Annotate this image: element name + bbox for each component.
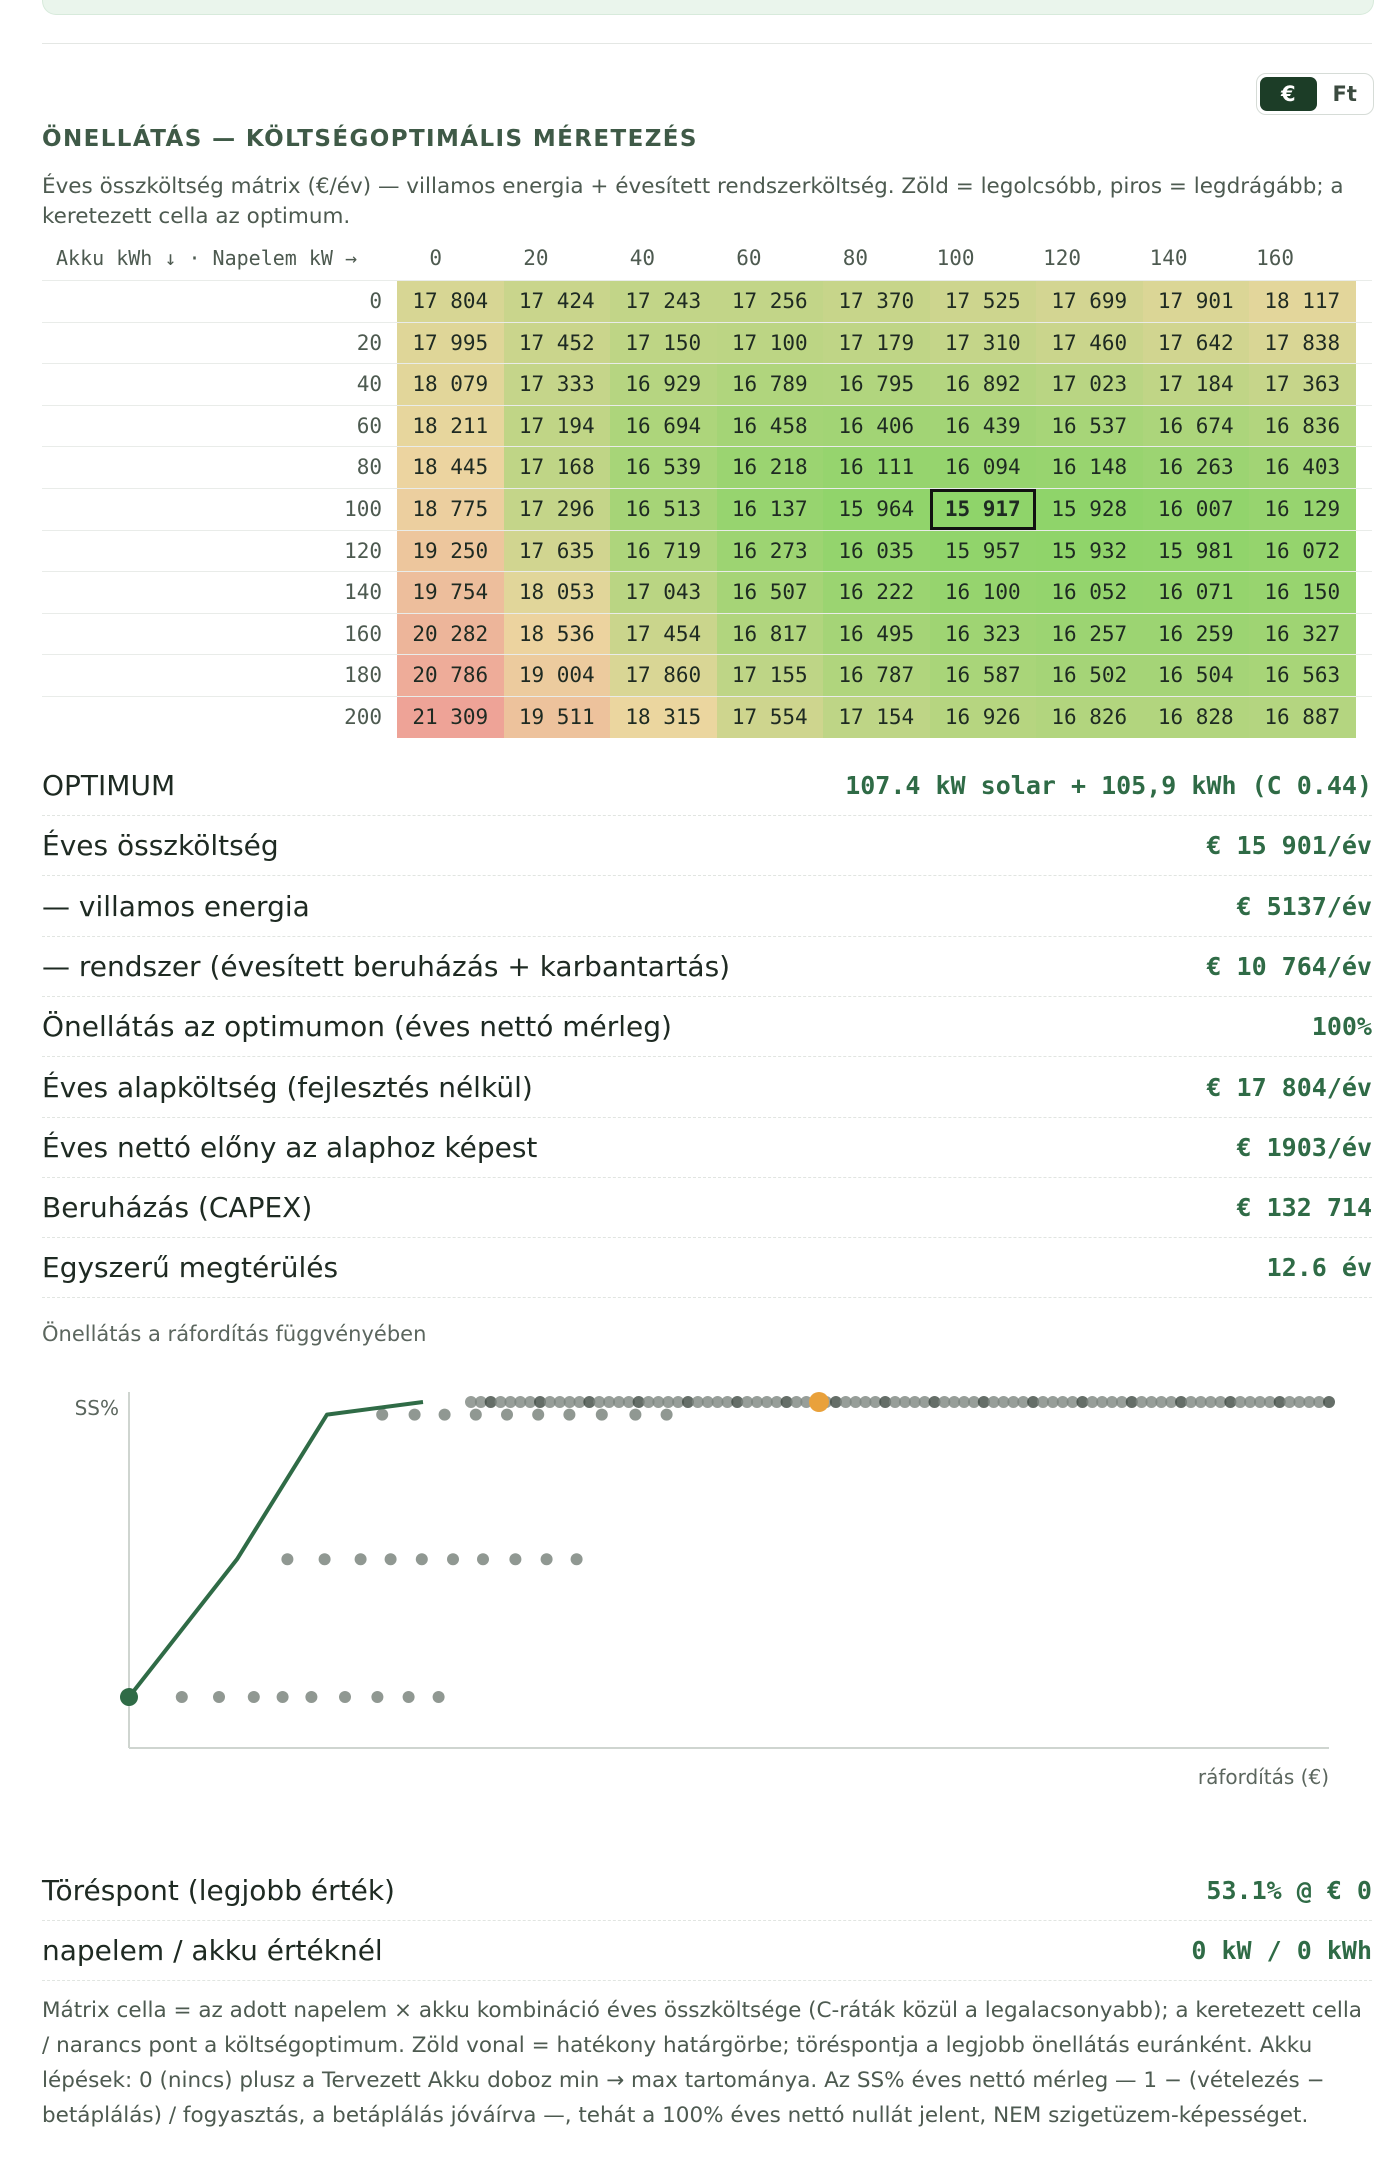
matrix-cell[interactable]: 16 406 (823, 406, 930, 447)
summary-value: € 5137/év (1236, 891, 1372, 921)
scatter-point (376, 1409, 388, 1421)
summary-row (42, 815, 1372, 876)
matrix-cell[interactable]: 17 525 (930, 281, 1037, 322)
summary-label: Beruházás (CAPEX) (42, 1191, 313, 1225)
matrix-cell[interactable]: 17 995 (397, 323, 504, 364)
matrix-cell[interactable]: 16 674 (1143, 406, 1250, 447)
scatter-point (371, 1691, 383, 1703)
scatter-point (339, 1691, 351, 1703)
matrix-cell[interactable]: 16 817 (717, 614, 824, 655)
matrix-cell[interactable]: 17 184 (1143, 364, 1250, 405)
self-sufficiency-chart (42, 1360, 1372, 1800)
summary-row (42, 996, 1372, 1057)
matrix-cell[interactable]: 15 932 (1036, 531, 1143, 572)
matrix-cell[interactable]: 16 327 (1249, 614, 1356, 655)
summary-value: € 1903/év (1236, 1132, 1372, 1162)
summary-row (42, 936, 1372, 997)
scatter-point (176, 1691, 188, 1703)
matrix-cell[interactable]: 16 887 (1249, 697, 1356, 738)
matrix-row-header: 80 (356, 455, 382, 480)
matrix-cell[interactable]: 17 363 (1249, 364, 1356, 405)
summary-row (42, 1057, 1372, 1118)
divider (42, 43, 1372, 44)
matrix-cell[interactable]: 17 460 (1036, 323, 1143, 364)
matrix-row-header: 120 (344, 538, 382, 563)
matrix-cell[interactable]: 16 007 (1143, 489, 1250, 530)
matrix-cell[interactable]: 17 100 (717, 323, 824, 364)
frontier-line (129, 1402, 423, 1697)
matrix-cell[interactable]: 17 635 (504, 531, 611, 572)
scatter-point (571, 1553, 583, 1565)
scatter-point (433, 1691, 445, 1703)
matrix-cell[interactable]: 15 981 (1143, 531, 1250, 572)
matrix-cell[interactable]: 15 928 (1036, 489, 1143, 530)
matrix-cell[interactable]: 16 828 (1143, 697, 1250, 738)
matrix-col-header: 0 (429, 246, 442, 270)
matrix-cell[interactable]: 17 168 (504, 447, 611, 488)
x-axis-label: ráfordítás (€) (1197, 1765, 1329, 1789)
matrix-cell[interactable]: 16 502 (1036, 655, 1143, 696)
matrix-cell[interactable]: 16 795 (823, 364, 930, 405)
matrix-cell[interactable]: 16 826 (1036, 697, 1143, 738)
matrix-cell[interactable]: 18 775 (397, 489, 504, 530)
matrix-cell[interactable]: 16 259 (1143, 614, 1250, 655)
matrix-cell[interactable]: 16 789 (717, 364, 824, 405)
matrix-cell[interactable]: 15 957 (930, 531, 1037, 572)
section-description: Éves összköltség mátrix (€/év) — villamos energia + évesített rendszerköltség. Zöld = legolcsóbb, piros = legdrágább; a keretezett cella az optimum. (42, 174, 1344, 229)
matrix-row-header: 0 (369, 289, 382, 313)
scatter-point (661, 1409, 673, 1421)
matrix-cell[interactable]: 16 892 (930, 364, 1037, 405)
matrix-cell[interactable]: 16 495 (823, 614, 930, 655)
matrix-cell[interactable]: 16 563 (1249, 655, 1356, 696)
scatter-point (403, 1691, 415, 1703)
matrix-row-header: 60 (356, 413, 382, 438)
scatter-point (355, 1553, 367, 1565)
matrix-row-header: 180 (344, 663, 382, 688)
matrix-cell[interactable]: 17 023 (1036, 364, 1143, 405)
matrix-cell[interactable]: 16 929 (610, 364, 717, 405)
matrix-cell[interactable]: 16 719 (610, 531, 717, 572)
matrix-row (42, 280, 1372, 322)
breakpoint-row (42, 1920, 1372, 1981)
matrix-cell[interactable]: 16 504 (1143, 655, 1250, 696)
summary-label: Éves alapköltség (fejlesztés nélkül) (42, 1070, 533, 1104)
summary-value: € 17 804/év (1206, 1072, 1372, 1102)
matrix-row (42, 613, 1372, 655)
summary-row (42, 1237, 1372, 1298)
matrix-cell[interactable]: 16 787 (823, 655, 930, 696)
scatter-point (409, 1409, 421, 1421)
matrix-row-header: 40 (356, 372, 382, 397)
scatter-point (629, 1409, 641, 1421)
matrix-col-header: 80 (842, 246, 868, 270)
matrix-cell[interactable]: 16 587 (930, 655, 1037, 696)
summary-value: 12.6 év (1266, 1253, 1372, 1283)
matrix-cell[interactable]: 16 071 (1143, 572, 1250, 613)
matrix-row-header: 200 (344, 705, 382, 729)
matrix-cell[interactable]: 17 424 (504, 281, 611, 322)
matrix-cell[interactable]: 17 554 (717, 697, 824, 738)
matrix-row-header: 100 (344, 497, 382, 521)
matrix-cell[interactable]: 16 257 (1036, 614, 1143, 655)
breakpoint-label: Töréspont (legjobb érték) (42, 1874, 395, 1907)
matrix-cell[interactable]: 16 218 (717, 447, 824, 488)
summary-row (42, 755, 1372, 816)
matrix-row (42, 363, 1372, 405)
matrix-row (42, 654, 1372, 696)
matrix-cell[interactable]: 18 536 (504, 614, 611, 655)
matrix-row (42, 530, 1372, 572)
matrix-cell[interactable]: 20 282 (397, 614, 504, 655)
matrix-row-header: 160 (344, 621, 382, 646)
scatter-point (319, 1553, 331, 1565)
matrix-row (42, 571, 1372, 613)
matrix-row (42, 446, 1372, 488)
y-axis-label: SS% (74, 1396, 119, 1420)
matrix-col-header: 160 (1256, 246, 1294, 270)
matrix-cell[interactable]: 18 079 (397, 364, 504, 405)
summary-label: Egyszerű megtérülés (42, 1251, 339, 1285)
matrix-cell[interactable]: 16 507 (717, 572, 824, 613)
scatter-point (501, 1409, 513, 1421)
matrix-cell[interactable]: 16 148 (1036, 447, 1143, 488)
matrix-cell[interactable]: 18 053 (504, 572, 611, 613)
matrix-cell[interactable]: 17 154 (823, 697, 930, 738)
matrix-cell[interactable]: 16 129 (1249, 489, 1356, 530)
matrix-cell[interactable]: 16 052 (1036, 572, 1143, 613)
matrix-cell[interactable]: 19 754 (397, 572, 504, 613)
matrix-cell[interactable]: 16 035 (823, 531, 930, 572)
matrix-cell[interactable]: 18 117 (1249, 281, 1356, 322)
matrix-cell[interactable]: 17 699 (1036, 281, 1143, 322)
matrix-cell[interactable]: 17 243 (610, 281, 717, 322)
matrix-row-header: 140 (344, 580, 382, 605)
scatter-point (509, 1553, 521, 1565)
matrix-axis-label: Akku kWh ↓ · Napelem kW → (56, 246, 358, 270)
breakpoint-row (42, 1860, 1372, 1921)
footnote: Mátrix cella = az adott napelem × akku kombináció éves összköltsége (C-ráták közül a legalacsonyabb); a keretezett cella / narancs pont a költségoptimum. Zöld vonal = hatékony határgörbe; töréspontja a legjobb önellátás euránként. Akku lépések: 0 (nincs) plusz a Tervezett Akku doboz min → max tartománya. Az SS% éves nettó mérleg — 1 − (vételezés − betáplálás) / fogyasztás, a betáplálás jóváírva —, tehát a 100% éves nettó nullát jelent, NEM szigetüzem-képességet. (42, 1998, 1362, 2128)
matrix-cell[interactable]: 17 838 (1249, 323, 1356, 364)
matrix-col-header: 100 (936, 246, 975, 270)
matrix-cell[interactable]: 17 901 (1143, 281, 1250, 322)
matrix-cell[interactable]: 17 642 (1143, 323, 1250, 364)
matrix-cell[interactable]: 16 537 (1036, 406, 1143, 447)
matrix-cell[interactable]: 16 539 (610, 447, 717, 488)
matrix-cell[interactable]: 16 836 (1249, 406, 1356, 447)
matrix-cell[interactable]: 16 111 (823, 447, 930, 488)
currency-eur-button[interactable]: € (1260, 77, 1317, 111)
matrix-cell[interactable]: 16 094 (930, 447, 1037, 488)
breakpoint-value: 53.1% @ € 0 (1206, 1876, 1372, 1905)
matrix-cell[interactable]: 16 137 (717, 489, 824, 530)
breakpoint-marker (120, 1688, 138, 1706)
matrix-cell[interactable]: 17 333 (504, 364, 611, 405)
scatter-point (563, 1409, 575, 1421)
matrix-cell[interactable]: 17 370 (823, 281, 930, 322)
matrix-cell[interactable]: 16 403 (1249, 447, 1356, 488)
scatter-point (277, 1691, 289, 1703)
matrix-row (42, 322, 1372, 364)
scatter-point (470, 1409, 482, 1421)
scatter-point (281, 1553, 293, 1565)
matrix-cell[interactable]: 17 860 (610, 655, 717, 696)
summary-label: Éves összköltség (42, 829, 279, 863)
matrix-row (42, 405, 1372, 447)
matrix-cell[interactable]: 17 150 (610, 323, 717, 364)
currency-huf-button[interactable]: Ft (1332, 82, 1357, 106)
matrix-cell[interactable]: 19 511 (504, 697, 611, 738)
summary-row (42, 1117, 1372, 1178)
matrix-cell[interactable]: 17 804 (397, 281, 504, 322)
matrix-cell[interactable]: 17 310 (930, 323, 1037, 364)
matrix-cell[interactable]: 17 256 (717, 281, 824, 322)
top-panel-edge (42, 0, 1374, 15)
summary-label: — villamos energia (42, 889, 310, 923)
matrix-cell[interactable]: 18 445 (397, 447, 504, 488)
matrix-cell[interactable]: 16 072 (1249, 531, 1356, 572)
summary-label: OPTIMUM (42, 769, 176, 802)
matrix-cell[interactable]: 21 309 (397, 697, 504, 738)
matrix-cell[interactable]: 16 926 (930, 697, 1037, 738)
scatter-point (596, 1409, 608, 1421)
section-title: ÖNELLÁTÁS — KÖLTSÉGOPTIMÁLIS MÉRETEZÉS (42, 126, 698, 152)
matrix-cell[interactable]: 17 155 (717, 655, 824, 696)
matrix-cell[interactable]: 16 458 (717, 406, 824, 447)
matrix-row (42, 696, 1372, 738)
summary-label: — rendszer (évesített beruházás + karbantartás) (42, 949, 731, 983)
summary-label: Éves nettó előny az alaphoz képest (42, 1130, 538, 1164)
summary-value: € 10 764/év (1206, 951, 1372, 981)
matrix-row (42, 488, 1372, 530)
matrix-col-header: 20 (523, 246, 549, 270)
matrix-cell[interactable]: 20 786 (397, 655, 504, 696)
matrix-cell[interactable]: 16 100 (930, 572, 1037, 613)
scatter-point (439, 1409, 451, 1421)
summary-row (42, 876, 1372, 937)
matrix-cell[interactable]: 17 043 (610, 572, 717, 613)
scatter-point (248, 1691, 260, 1703)
matrix-col-header: 140 (1149, 246, 1188, 270)
scatter-point (532, 1409, 544, 1421)
summary-value: € 15 901/év (1206, 831, 1372, 861)
scatter-point (213, 1691, 225, 1703)
matrix-cell[interactable]: 15 964 (823, 489, 930, 530)
currency-toggle[interactable] (1256, 73, 1374, 115)
scatter-point (447, 1553, 459, 1565)
matrix-col-header: 60 (736, 246, 762, 270)
matrix-cell[interactable]: 17 194 (504, 406, 611, 447)
summary-value: € 132 714 (1236, 1193, 1372, 1223)
matrix-cell[interactable]: 18 211 (397, 406, 504, 447)
matrix-cell[interactable]: 16 273 (717, 531, 824, 572)
chart-title: Önellátás a ráfordítás függvényében (42, 1322, 427, 1346)
matrix-cell[interactable]: 16 150 (1249, 572, 1356, 613)
scatter-point (305, 1691, 317, 1703)
matrix-cell[interactable]: 16 694 (610, 406, 717, 447)
matrix-cell[interactable]: 18 315 (610, 697, 717, 738)
matrix-cell[interactable]: 17 452 (504, 323, 611, 364)
matrix-row-header: 20 (356, 330, 382, 355)
matrix-cell[interactable]: 17 179 (823, 323, 930, 364)
matrix-col-header: 40 (629, 246, 655, 270)
summary-value: 107.4 kW solar + 105,9 kWh (C 0.44) (845, 771, 1372, 800)
matrix-cell[interactable]: 17 454 (610, 614, 717, 655)
scatter-point (385, 1553, 397, 1565)
breakpoint-value: 0 kW / 0 kWh (1191, 1936, 1372, 1965)
matrix-col-header: 120 (1043, 246, 1081, 270)
scatter-point (477, 1553, 489, 1565)
matrix-cell[interactable]: 16 323 (930, 614, 1037, 655)
summary-label: Önellátás az optimumon (éves nettó mérleg) (42, 1010, 672, 1044)
matrix-cell[interactable]: 16 222 (823, 572, 930, 613)
matrix-cell[interactable]: 19 004 (504, 655, 611, 696)
summary-value: 100% (1311, 1012, 1372, 1042)
scatter-point (1323, 1396, 1335, 1408)
optimum-marker (809, 1392, 829, 1412)
matrix-cell[interactable]: 17 296 (504, 489, 611, 530)
summary-row (42, 1177, 1372, 1238)
matrix-cell[interactable]: 19 250 (397, 531, 504, 572)
scatter-point (416, 1553, 428, 1565)
matrix-cell-optimum[interactable]: 15 917 (930, 489, 1037, 530)
matrix-cell[interactable]: 16 439 (930, 406, 1037, 447)
matrix-cell[interactable]: 16 513 (610, 489, 717, 530)
matrix-cell[interactable]: 16 263 (1143, 447, 1250, 488)
scatter-point (541, 1553, 553, 1565)
breakpoint-label: napelem / akku értéknél (42, 1934, 383, 1967)
